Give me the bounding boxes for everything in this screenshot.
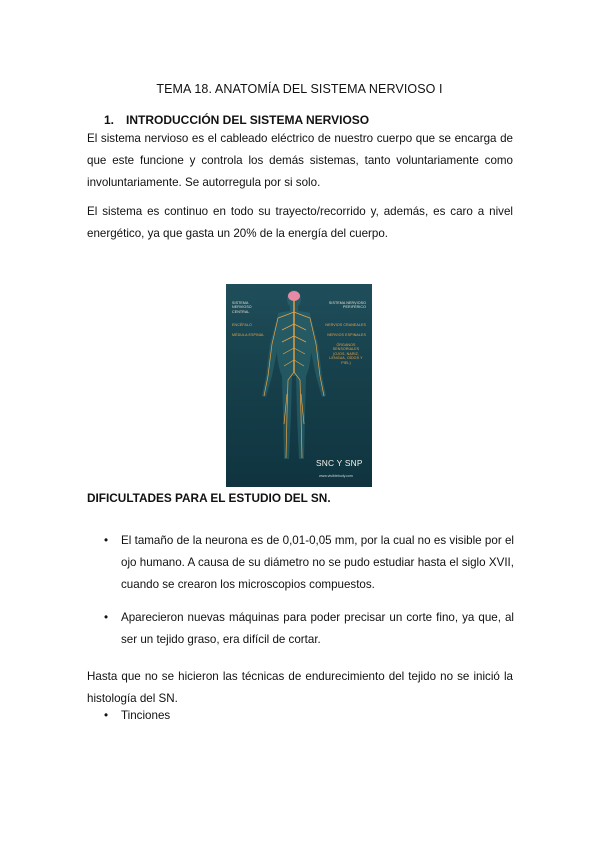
intro-paragraph-2: El sistema es continuo en todo su trayecto/recorrido y, además, es caro a nivel energético, ya que gasta un 20% de la energía del cuerpo.: [87, 205, 513, 240]
bullet-icon: •: [104, 709, 109, 722]
histology-paragraph: Hasta que no se hicieron las técnicas de endurecimiento del tejido no se inició la histología del SN.: [87, 670, 513, 705]
bullet-text: El tamaño de la neurona es de 0,01-0,05 mm, por la cual no es visible por el ojo humano. A causa de su diámetro no se pudo estudiar hasta el siglo XVII, cuando se crearon los microscopios compuestos.: [121, 534, 514, 591]
bullet-text: Tinciones: [121, 709, 171, 722]
figure-label-organos: ÓRGANOS SENSORIALES (OJOS, NARIZ, LENGUA, OÍDOS Y PIEL): [329, 343, 363, 365]
figure-label-snp: SISTEMA NERVIOSO PERIFÉRICO: [328, 301, 366, 310]
figure-url: www.visiblebody.com: [319, 474, 353, 478]
section-number: 1.: [104, 113, 115, 127]
list-item: [104, 530, 514, 596]
nervous-system-figure: [226, 284, 372, 487]
list-item: [104, 607, 514, 651]
figure-label-encefalo: ENCÉFALO: [232, 323, 252, 327]
bullet-text: Aparecieron nuevas máquinas para poder precisar un corte fino, ya que, al ser un tejido graso, era difícil de cortar.: [121, 611, 514, 646]
list-item: [104, 705, 514, 727]
figure-label-snc: SISTEMA NERVIOSO CENTRAL: [232, 301, 252, 314]
document-title: TEMA 18. ANATOMÍA DEL SISTEMA NERVIOSO I: [156, 82, 443, 96]
figure-label-medula: MÉDULA ESPINAL: [232, 333, 265, 337]
figure-label-nervios-espinales: NERVIOS ESPINALES: [327, 333, 366, 337]
bullet-icon: •: [104, 611, 109, 624]
figure-label-nervios-craneales: NERVIOS CRANEALES: [325, 323, 366, 327]
difficulties-heading: DIFICULTADES PARA EL ESTUDIO DEL SN.: [87, 491, 331, 505]
bullet-icon: •: [104, 534, 109, 547]
intro-paragraph-1: El sistema nervioso es el cableado eléctrico de nuestro cuerpo que se encarga de que este funcione y controla los demás sistemas, tanto voluntariamente como involuntariamente. Se autorregula por si solo.: [87, 132, 513, 189]
section-heading-text: INTRODUCCIÓN DEL SISTEMA NERVIOSO: [126, 113, 370, 127]
section-heading: [104, 113, 369, 127]
figure-caption: SNC Y SNP: [316, 458, 363, 468]
human-body-illustration: [226, 284, 372, 487]
